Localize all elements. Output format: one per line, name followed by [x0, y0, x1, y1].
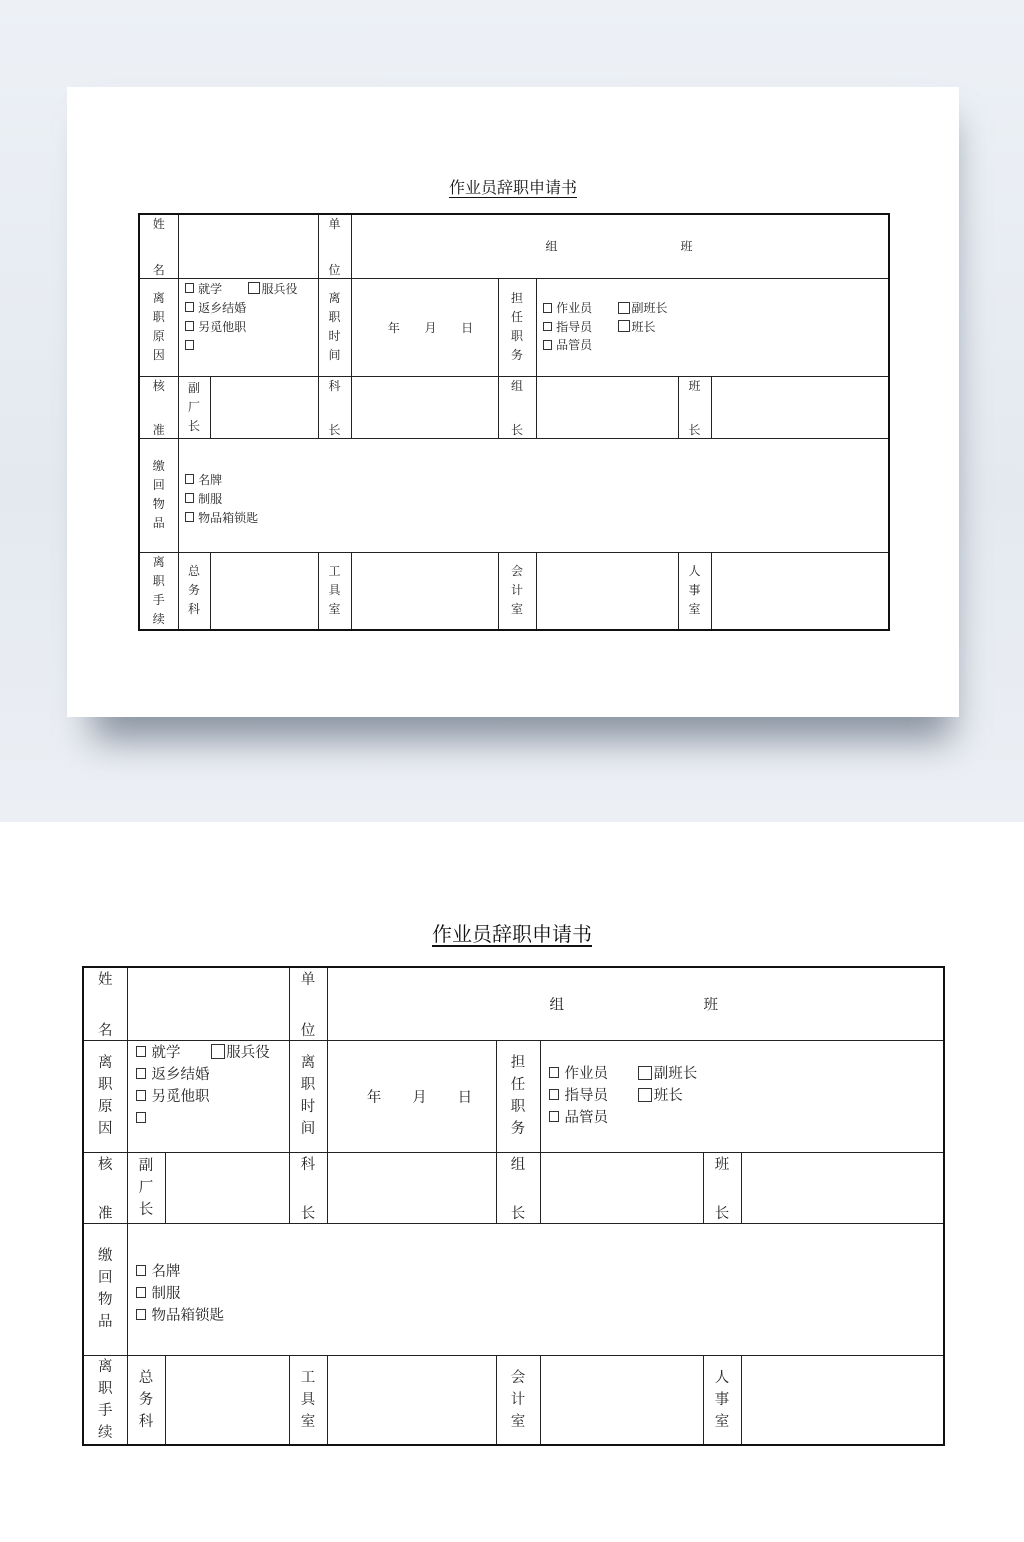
- name-label: 姓 名: [139, 214, 178, 278]
- checkbox-icon[interactable]: [185, 321, 194, 330]
- checkbox-icon[interactable]: [136, 1309, 147, 1320]
- accounting-label: 会 计 室: [498, 552, 536, 630]
- checkbox-icon[interactable]: [136, 1287, 147, 1298]
- form-title: 作业员辞职申请书: [432, 922, 592, 946]
- accounting-label: 会 计 室: [496, 1355, 540, 1445]
- checkbox-icon[interactable]: [211, 1044, 225, 1058]
- duty-label: 担 任 职 务: [496, 1040, 540, 1152]
- approve-label: 核 准: [139, 376, 178, 438]
- return-items: 名牌 制服 物品箱锁匙: [178, 438, 889, 552]
- personnel-sign[interactable]: [711, 552, 889, 630]
- checkbox-icon[interactable]: [136, 1265, 147, 1276]
- leave-date-field[interactable]: 年 月 日: [327, 1040, 496, 1152]
- checkbox-icon[interactable]: [185, 474, 194, 483]
- checkbox-icon[interactable]: [185, 340, 194, 349]
- group-leader-sign[interactable]: [540, 1152, 703, 1223]
- checkbox-icon[interactable]: [618, 320, 630, 332]
- vice-factory-sign[interactable]: [165, 1152, 289, 1223]
- checkbox-icon[interactable]: [185, 283, 194, 292]
- reason-options: 就学 服兵役 返乡结婚 另觅他职: [127, 1040, 289, 1152]
- vice-factory-label: 副 厂 长: [178, 376, 210, 438]
- checkbox-icon[interactable]: [136, 1068, 147, 1079]
- leave-time-label: 离 职 时 间: [289, 1040, 327, 1152]
- reason-options: 就学 服兵役 返乡结婚 另觅他职: [178, 278, 318, 376]
- tool-room-label: 工 具 室: [289, 1355, 327, 1445]
- accounting-sign[interactable]: [536, 552, 678, 630]
- group-leader-label: 组 长: [496, 1152, 540, 1223]
- tool-room-sign[interactable]: [351, 552, 498, 630]
- personnel-label: 人 事 室: [678, 552, 711, 630]
- general-affairs-label: 总 务 科: [178, 552, 210, 630]
- checkbox-icon[interactable]: [136, 1046, 147, 1057]
- name-label: 姓 名: [83, 967, 127, 1040]
- checkbox-icon[interactable]: [618, 302, 630, 314]
- vice-factory-sign[interactable]: [210, 376, 318, 438]
- name-value: [127, 967, 289, 1040]
- checkbox-icon[interactable]: [185, 512, 194, 521]
- checkbox-icon[interactable]: [549, 1089, 560, 1100]
- return-label: 缴 回 物 品: [83, 1223, 127, 1355]
- class-leader-sign[interactable]: [741, 1152, 944, 1223]
- checkbox-icon[interactable]: [638, 1066, 652, 1080]
- section-chief-label: 科 长: [318, 376, 351, 438]
- paper-preview: [67, 87, 959, 717]
- checkbox-icon[interactable]: [185, 302, 194, 311]
- checkbox-icon[interactable]: [543, 340, 552, 349]
- class-leader-sign[interactable]: [711, 376, 889, 438]
- leave-time-label: 离 职 时 间: [318, 278, 351, 376]
- form-full-view: [0, 822, 1024, 1542]
- form-title: 作业员辞职申请书: [448, 178, 577, 197]
- reason-label: 离 职 原 因: [83, 1040, 127, 1152]
- resignation-form-table: [82, 966, 945, 1446]
- approve-label: 核 准: [83, 1152, 127, 1223]
- vice-factory-label: 副 厂 长: [127, 1152, 165, 1223]
- general-affairs-label: 总 务 科: [127, 1355, 165, 1445]
- resignation-form-table: [138, 213, 890, 631]
- name-value: [178, 214, 318, 278]
- checkbox-icon[interactable]: [248, 282, 260, 294]
- class-leader-label: 班 长: [678, 376, 711, 438]
- unit-value: 组 班: [327, 967, 944, 1040]
- section-chief-label: 科 长: [289, 1152, 327, 1223]
- checkbox-icon[interactable]: [185, 493, 194, 502]
- duty-options: 作业员 副班长 指导员 班长 品管员: [540, 1040, 944, 1152]
- personnel-sign[interactable]: [741, 1355, 944, 1445]
- checkbox-icon[interactable]: [549, 1111, 560, 1122]
- reason-label: 离 职 原 因: [139, 278, 178, 376]
- section-chief-sign[interactable]: [351, 376, 498, 438]
- checkbox-icon[interactable]: [638, 1088, 652, 1102]
- procedure-label: 离 职 手 续: [139, 552, 178, 630]
- section-chief-sign[interactable]: [327, 1152, 496, 1223]
- general-affairs-sign[interactable]: [165, 1355, 289, 1445]
- duty-options: 作业员 副班长 指导员 班长 品管员: [536, 278, 889, 376]
- group-leader-sign[interactable]: [536, 376, 678, 438]
- tool-room-label: 工 具 室: [318, 552, 351, 630]
- checkbox-icon[interactable]: [543, 322, 552, 331]
- return-items: 名牌 制服 物品箱锁匙: [127, 1223, 944, 1355]
- return-label: 缴 回 物 品: [139, 438, 178, 552]
- unit-label: 单 位: [318, 214, 351, 278]
- general-affairs-sign[interactable]: [210, 552, 318, 630]
- group-leader-label: 组 长: [498, 376, 536, 438]
- unit-value: 组 班: [351, 214, 889, 278]
- tool-room-sign[interactable]: [327, 1355, 496, 1445]
- unit-label: 单 位: [289, 967, 327, 1040]
- personnel-label: 人 事 室: [703, 1355, 741, 1445]
- leave-date-field[interactable]: 年 月 日: [351, 278, 498, 376]
- checkbox-icon[interactable]: [543, 303, 552, 312]
- accounting-sign[interactable]: [540, 1355, 703, 1445]
- procedure-label: 离 职 手 续: [83, 1355, 127, 1445]
- duty-label: 担 任 职 务: [498, 278, 536, 376]
- class-leader-label: 班 长: [703, 1152, 741, 1223]
- checkbox-icon[interactable]: [549, 1067, 560, 1078]
- checkbox-icon[interactable]: [136, 1090, 147, 1101]
- checkbox-icon[interactable]: [136, 1112, 147, 1123]
